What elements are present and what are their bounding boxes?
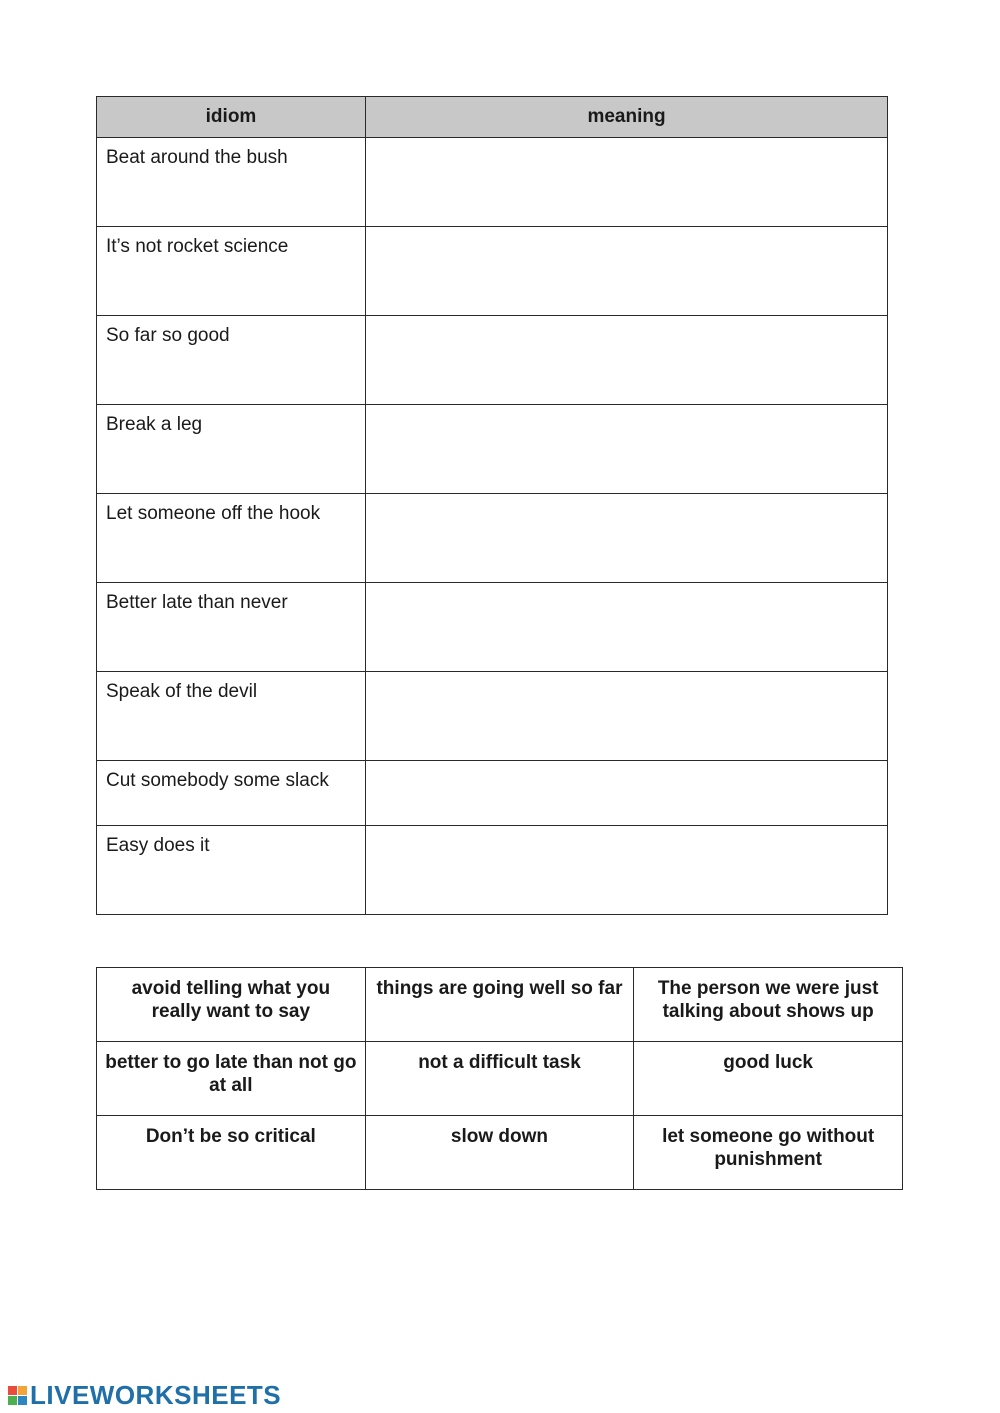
meaning-cell [366,316,888,405]
meaning-input[interactable] [366,761,887,798]
meaning-cell [366,138,888,227]
logo-square [8,1386,17,1395]
answer-option[interactable]: Don’t be so critical [97,1116,366,1190]
idiom-cell: Break a leg [97,405,366,494]
meaning-cell [366,826,888,915]
meaning-input[interactable] [366,583,887,620]
meaning-input[interactable] [366,405,887,442]
meaning-input[interactable] [366,138,887,175]
meaning-input[interactable] [366,672,887,709]
header-meaning: meaning [366,97,888,138]
logo-square [18,1396,27,1405]
liveworksheets-logo-icon [8,1386,27,1405]
brand-name: LIVEWORKSHEETS [30,1379,282,1410]
idiom-table [96,96,888,915]
meaning-cell [366,761,888,826]
answer-bank-table [96,967,903,1190]
answer-option[interactable]: slow down [365,1116,634,1190]
logo-square [8,1396,17,1405]
table-row [97,761,888,826]
table-row [97,227,888,316]
footer-branding [8,1380,281,1410]
meaning-input[interactable] [366,494,887,531]
meaning-cell [366,227,888,316]
logo-square [18,1386,27,1395]
idiom-cell: Better late than never [97,583,366,672]
meaning-input[interactable] [366,826,887,863]
meaning-cell [366,494,888,583]
idiom-cell: Let someone off the hook [97,494,366,583]
header-row [97,97,888,138]
answer-option[interactable]: The person we were just talking about shows up [634,968,903,1042]
answer-option[interactable]: good luck [634,1042,903,1116]
answer-option[interactable]: better to go late than not go at all [97,1042,366,1116]
idiom-cell: So far so good [97,316,366,405]
answer-option[interactable]: let someone go without punishment [634,1116,903,1190]
table-row [97,672,888,761]
meaning-input[interactable] [366,227,887,264]
answer-option[interactable]: not a difficult task [365,1042,634,1116]
table-row [97,316,888,405]
meaning-cell [366,672,888,761]
table-row [97,826,888,915]
table-row [97,494,888,583]
idiom-cell: Cut somebody some slack [97,761,366,826]
meaning-cell [366,583,888,672]
header-idiom: idiom [97,97,366,138]
answer-row [97,1116,903,1190]
idiom-cell: Speak of the devil [97,672,366,761]
meaning-cell [366,405,888,494]
answer-row [97,968,903,1042]
table-row [97,405,888,494]
idiom-cell: Beat around the bush [97,138,366,227]
idiom-cell: Easy does it [97,826,366,915]
answer-option[interactable]: things are going well so far [365,968,634,1042]
table-row [97,138,888,227]
meaning-input[interactable] [366,316,887,353]
idiom-cell: It’s not rocket science [97,227,366,316]
answer-option[interactable]: avoid telling what you really want to say [97,968,366,1042]
answer-row [97,1042,903,1116]
table-row [97,583,888,672]
